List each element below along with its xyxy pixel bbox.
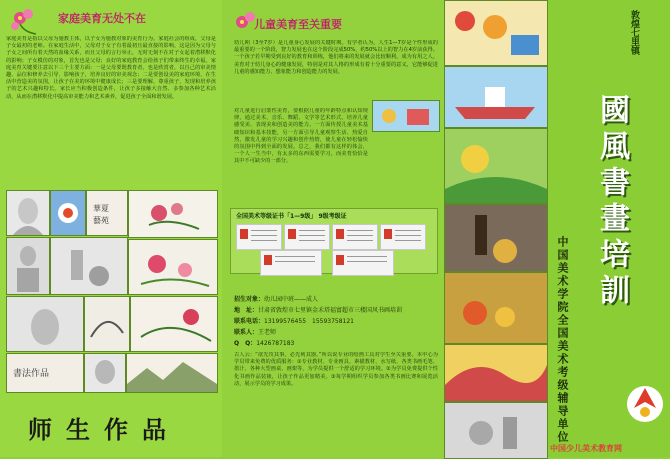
child-painting-thumbnail (372, 100, 440, 132)
certificate-image (260, 250, 322, 276)
watermark-text: 中国少儿美术教育网 (550, 444, 622, 453)
cover-painting-still-life (444, 204, 548, 272)
artwork-figure-sketch (84, 353, 126, 393)
cover-painting-cartoon (444, 0, 548, 66)
artwork-sketch-portrait (6, 190, 50, 236)
right-panel (444, 0, 670, 457)
child-aesthetics-text-2: 对儿童进行启蒙性美育，要根据儿童的年龄特点和认知规律，通过美术、音乐、舞蹈、文学等艺术形式，培养儿童感受美、表现美和创造美的能力。一方面传授儿童美术基础知识和基本技能，另一方面引导儿童观察生活、热爱自然，激发儿童的学习兴趣和创作热情，使儿童在轻松愉快的氛围中得到全面的发展。总之，我们都有这样的体会，一个人一生当中，有太多的东西需要学习，而美育恰恰是其中不可缺少的一部分。 (234, 108, 368, 165)
certificate-image (380, 224, 426, 250)
artwork-landscape-fan (126, 353, 218, 393)
services-text: 古人云：“欲先攻其事，必先利其器。”所以说专业的绘画工具对学生至关重要。本中心为学员带来免费的优质服务：①专业教材、专业画具、素描教材、水写纸、各类书画毛笔、墨汁、各种大型画桌、画架等，为学员提供一个舒适的学习环境。②为学员免费提供个性化书画作品装裱，让孩子作品更加精美。③每学期组织学员参加各类书画比赛和展览活动，展示学员的学习成果。 (234, 352, 438, 387)
artwork-calligraphy-scroll (6, 353, 84, 393)
artwork-still-life-sketch (50, 237, 128, 295)
svg-text:書法作品: 書法作品 (13, 369, 50, 379)
certificate-image (332, 250, 394, 276)
artwork-calligraphy-fan (86, 190, 128, 236)
certification-subtitle: 中国美术学院全国美术考级辅导单位 (556, 236, 569, 444)
contact-person-line: 联系人：王老师 (234, 329, 277, 336)
flower-decoration-icon (6, 4, 50, 38)
artwork-ink-painting (84, 296, 130, 352)
svg-text:藝苑: 藝苑 (93, 216, 109, 225)
kids-logo-icon (624, 380, 666, 428)
certificate-image (284, 224, 330, 250)
certificate-image (236, 224, 282, 250)
cover-painting-abstract (444, 344, 548, 402)
school-title: 國風書畫培訓 (594, 94, 629, 310)
middle-panel (222, 0, 444, 457)
student-works-caption: 师生作品 (28, 415, 180, 444)
address-line: 地 址：甘肃省敦煌市七里镇金禾塔福富超市三楼国风书画培训 (234, 307, 403, 314)
cover-painting-fruits (444, 272, 548, 344)
qq-line: Q Q：1426787183 (234, 340, 295, 347)
artwork-flower-painting (128, 239, 218, 295)
child-aesthetics-heading: 儿童美育至关重要 (254, 18, 342, 31)
artwork-sketch-figure (6, 237, 50, 295)
family-aesthetics-heading: 家庭美育无处不在 (58, 12, 146, 25)
certificate-banner-text: 全国美术等级证书「1—9级」 9级考级证 (236, 213, 347, 220)
cover-sketch-still-life (444, 402, 548, 459)
child-aesthetics-text-1: 幼儿期（3至7岁）是儿童身心发展的关键时期。有学者认为，人生1—7岁是个性形成的最重要的一个阶段，智力发展也在这个阶段完成50%，约50%以上的智力在4岁前获得。一个孩子若早期受到良好的教育和训练，他们将来的发展就会比较顺利，成为有用之人。美育对于幼儿身心的健康发展，特别是对其人格的形成有着十分重要的意义，它能够促进儿童的感知能力、想象能力和创造能力的发展。 (234, 40, 438, 75)
certificate-image (332, 224, 378, 250)
cover-painting-landscape (444, 128, 548, 204)
cover-painting-ship (444, 66, 548, 128)
artwork-vase-sketch (6, 296, 84, 352)
phone-line: 联系电话：13199576455 15593758121 (234, 318, 354, 325)
artwork-peony-painting (128, 190, 218, 238)
artwork-flowers-birds (130, 296, 218, 352)
family-aesthetics-text: 家庭美育是指以父母为施教主体，以子女为施教对象的美育行为。家庭社会的组成，父母是子女最初的老师。在家庭生活中，父母对于女子有着最初且最直接的影响。这是因为父母与子女之间所有着天然的血缘关系，而且父母的言行举止，无时无刻不在对子女起着潜移默化的影响；子女模仿的对象，首先也是父母；良好的家庭教育会给孩子们带来终生的幸福。家庭美育关键要注意以下三个主要方面：一是父母要既教育者，也是欣赏者，以自己的审美情趣、品位和修养去引导、影响孩子，培养良好的审美观念；二是要创设美的家庭环境，在生活中营造美的氛围，让孩子在美的环境中健康成长；三是要理解、尊重孩子，发现和培养孩子的艺术兴趣和特长。家长应当积极创造条件，让孩子多接触大自然、多参加各种艺术活动，从而在潜移默化中提高审美能力和艺术素养，促进孩子全面和谐发展。 (6, 36, 216, 100)
svg-text:華夏: 華夏 (93, 204, 109, 213)
artwork-colorful-painting (50, 190, 86, 236)
enrollment-target-line: 招生对象：幼儿园中班——成人 (234, 296, 319, 303)
left-panel (0, 0, 222, 457)
location-label: 敦煌七里镇 (629, 10, 639, 55)
